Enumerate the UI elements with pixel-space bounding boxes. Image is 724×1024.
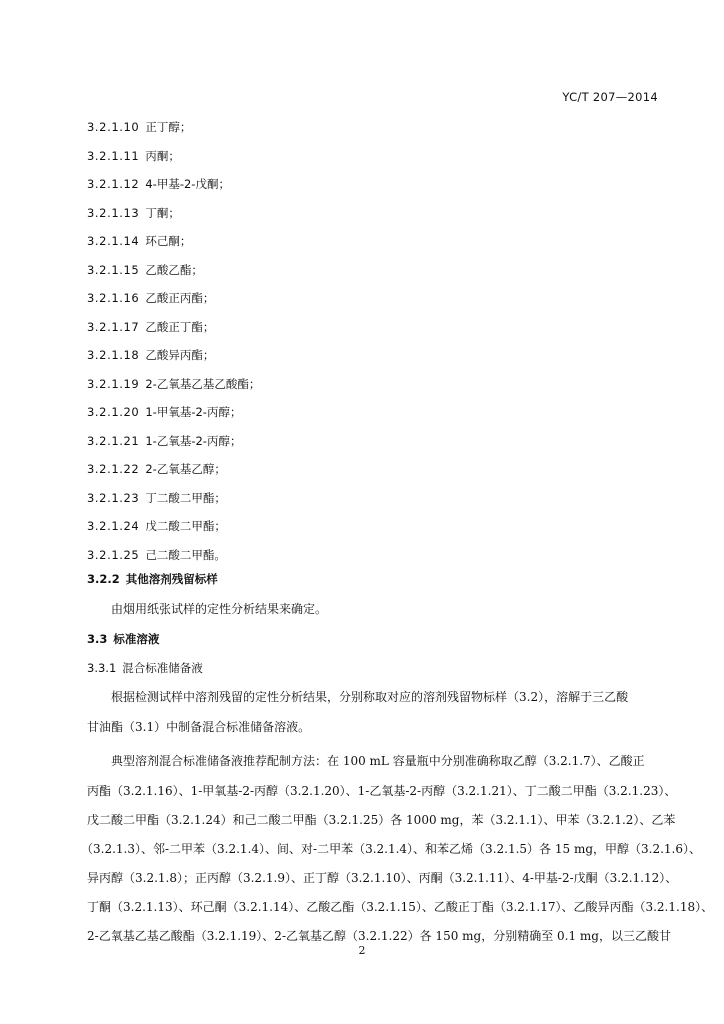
item-number: 3.2.1.22 xyxy=(87,462,140,476)
paragraph-line: 丙酯（3.2.1.16）、1-甲氧基-2-丙醇（3.2.1.20）、1-乙氧基-2-丙醇（3.2.1.21）、丁二酸二甲酯（3.2.1.23）、 xyxy=(87,784,677,798)
list-item xyxy=(87,233,191,249)
standard-code: YC/T 207—2014 xyxy=(562,90,658,104)
section-number: 3.3 xyxy=(87,632,108,646)
paragraph-line: 典型溶剂混合标准储备液推荐配制方法：在 100 mL 容量瓶中分别准确称取乙醇（3.2.1.7）、乙酸正 xyxy=(111,754,645,768)
list-item xyxy=(87,518,226,534)
item-text: 戊二酸二甲酯； xyxy=(145,519,226,533)
paragraph-line: （3.2.1.3）、邻-二甲苯（3.2.1.4）、间、对-二甲苯（3.2.1.4）、和苯乙烯（3.2.1.5）各 15 mg，甲醇（3.2.1.6）、 xyxy=(81,842,701,856)
item-text: 丁二酸二甲酯； xyxy=(145,490,226,505)
section-title: 其他溶剂残留标样 xyxy=(125,572,218,586)
item-text: 环己酮； xyxy=(145,234,192,248)
list-item xyxy=(87,404,241,420)
list-item xyxy=(87,376,260,392)
item-number: 3.2.1.24 xyxy=(87,519,140,533)
paragraph-line: 根据检测试样中溶剂残留的定性分析结果，分别称取对应的溶剂残留物标样（3.2），溶解于三乙酸 xyxy=(111,690,629,704)
item-number: 3.2.1.16 xyxy=(87,291,140,305)
item-text: 正丁醇； xyxy=(145,120,192,134)
item-text: 丁酮； xyxy=(145,205,180,220)
item-number: 3.2.1.12 xyxy=(87,177,140,191)
item-text: 丙酮； xyxy=(145,148,180,163)
item-text: 4-甲基-2-戊酮； xyxy=(145,177,230,191)
item-text: 1-甲氧基-2-丙醇； xyxy=(145,405,242,419)
section-number: 3.3.1 xyxy=(87,661,117,675)
list-item xyxy=(87,262,203,278)
section-number: 3.2.2 xyxy=(87,572,120,586)
section-title: 混合标准储备液 xyxy=(122,661,203,675)
item-number: 3.2.1.23 xyxy=(87,490,140,505)
list-item xyxy=(87,461,226,477)
paragraph-line: 异丙醇（3.2.1.8）；正丙醇（3.2.1.9）、正丁醇（3.2.1.10）、丙酮（3.2.1.11）、4-甲基-2-戊酮（3.2.1.12）、 xyxy=(87,871,678,885)
item-text: 己二酸二甲酯。 xyxy=(145,547,226,562)
item-number: 3.2.1.19 xyxy=(87,376,140,391)
section-title: 标准溶液 xyxy=(113,632,160,646)
list-item xyxy=(87,205,180,221)
item-number: 3.2.1.14 xyxy=(87,234,140,248)
item-text: 乙酸正丙酯； xyxy=(145,291,215,305)
list-item xyxy=(87,148,180,164)
item-text: 1-乙氧基-2-丙醇； xyxy=(145,433,242,448)
list-item xyxy=(87,547,226,563)
item-text: 2-乙氧基乙醇； xyxy=(145,462,226,476)
section-3-3-1-heading xyxy=(87,660,203,676)
paragraph-line: 戊二酸二甲酯（3.2.1.24）和己二酸二甲酯（3.2.1.25）各 1000 mg，苯（3.2.1.1）、甲苯（3.2.1.2）、乙苯 xyxy=(87,813,676,827)
list-item xyxy=(87,433,241,449)
list-item xyxy=(87,319,214,335)
item-number: 3.2.1.20 xyxy=(87,405,140,419)
list-item xyxy=(87,119,191,135)
paragraph-line: 甘油酯（3.1）中制备混合标准储备溶液。 xyxy=(87,720,311,734)
list-item xyxy=(87,176,230,192)
section-3-2-2-heading xyxy=(87,571,218,587)
paragraph-line: 2-乙氧基乙基乙酸酯（3.2.1.19）、2-乙氧基乙醇（3.2.1.22）各 150 mg，分别精确至 0.1 mg，以三乙酸甘 xyxy=(87,929,671,943)
item-text: 乙酸乙酯； xyxy=(145,262,203,277)
section-3-3-heading xyxy=(87,631,159,647)
item-number: 3.2.1.13 xyxy=(87,205,140,220)
item-text: 乙酸正丁酯； xyxy=(145,319,215,334)
item-text: 2-乙氧基乙基乙酸酯； xyxy=(145,376,261,391)
list-item xyxy=(87,490,226,506)
item-number: 3.2.1.10 xyxy=(87,120,140,134)
page-number: 2 xyxy=(358,944,366,957)
item-number: 3.2.1.17 xyxy=(87,319,140,334)
list-item xyxy=(87,347,214,363)
item-number: 3.2.1.18 xyxy=(87,348,140,362)
item-number: 3.2.1.15 xyxy=(87,262,140,277)
item-text: 乙酸异丙酯； xyxy=(145,348,215,362)
list-item xyxy=(87,290,214,306)
item-number: 3.2.1.25 xyxy=(87,547,140,562)
section-3-2-2-body: 由烟用纸张试样的定性分析结果来确定。 xyxy=(111,602,328,616)
paragraph-line: 丁酮（3.2.1.13）、环己酮（3.2.1.14）、乙酸乙酯（3.2.1.15）、乙酸正丁酯（3.2.1.17）、乙酸异丙酯（3.2.1.18）、 xyxy=(87,900,714,914)
item-number: 3.2.1.11 xyxy=(87,148,140,163)
item-number: 3.2.1.21 xyxy=(87,433,140,448)
